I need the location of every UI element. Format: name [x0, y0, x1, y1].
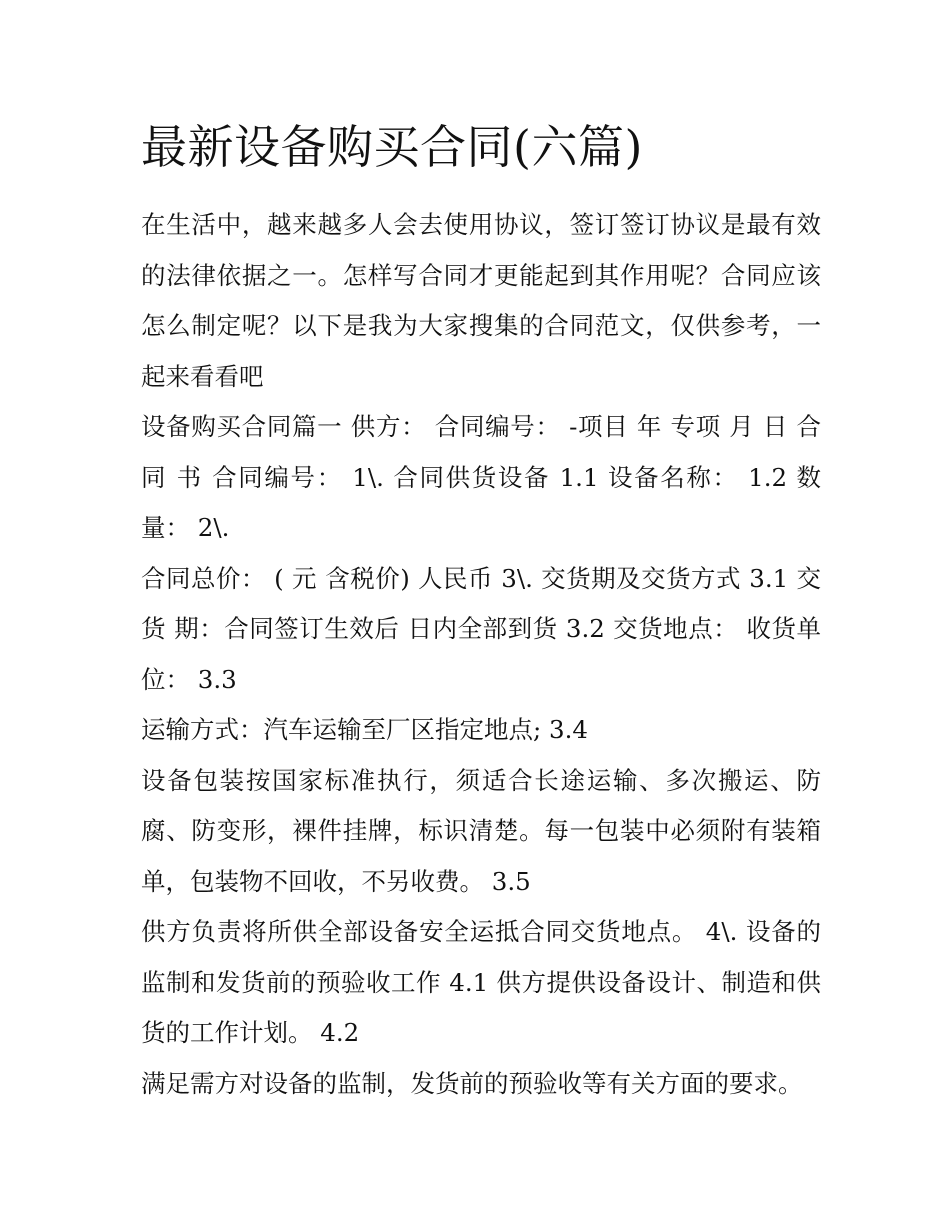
paragraph-intro: 在生活中，越来越多人会去使用协议，签订签订协议是最有效的法律依据之一。怎样写合同才更能起到其作用呢？合同应该怎么制定呢？以下是我为大家搜集的合同范文，仅供参考，一起来看看吧 [141, 210, 821, 391]
paragraph-total-price: 合同总价： ( 元 含税价) 人民币 3\. 交货期及交货方式 3.1 交货 期：合同签订生效后 日内全部到货 3.2 交货地点： 收货单位： 3.3 [141, 563, 821, 694]
paragraph-requirements: 满足需方对设备的监制，发货前的预验收等有关方面的要求。 [141, 1068, 803, 1098]
paragraph-packaging: 设备包装按国家标准执行，须适合长途运输、多次搬运、防腐、防变形，裸件挂牌，标识清楚。每一包装中必须附有装箱单，包装物不回收，不另收费。 3.5 [141, 765, 821, 896]
document-title: 最新设备购买合同(六篇) [141, 120, 643, 174]
paragraph-contract-header: 设备购买合同篇一 供方： 合同编号： -项目 年 专项 月 日 合同 书 合同编号： 1\. 合同供货设备 1.1 设备名称： 1.2 数量： 2\. [141, 412, 821, 542]
paragraph-delivery-supervision: 供方负责将所供全部设备安全运抵合同交货地点。 4\. 设备的监制和发货前的预验收工作 4.1 供方提供设备设计、制造和供货的工作计划。 4.2 [141, 917, 821, 1047]
document-body [141, 112, 821, 1109]
paragraph-transport: 运输方式：汽车运输至厂区指定地点; 3.4 [141, 715, 589, 744]
